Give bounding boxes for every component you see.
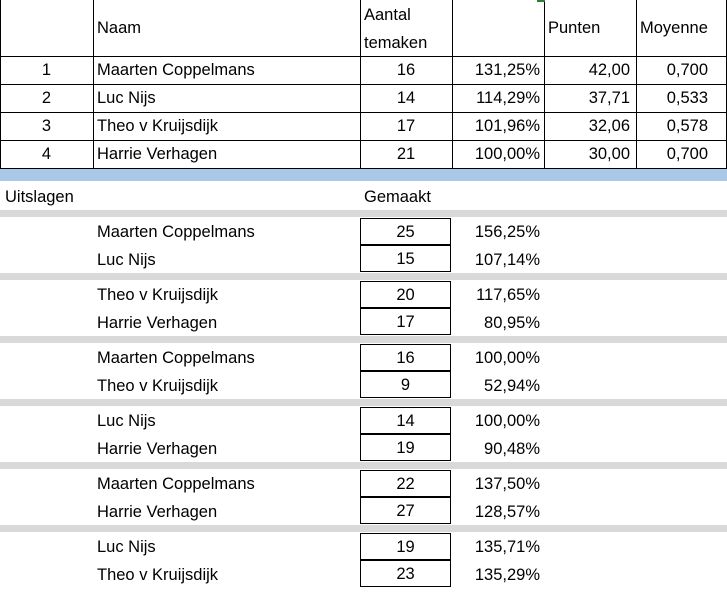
row-average: 0,700 bbox=[666, 61, 708, 79]
results-label: Uitslagen bbox=[5, 188, 74, 206]
table-border bbox=[544, 0, 545, 168]
player-name: Theo v Kruijsdijk bbox=[97, 286, 219, 304]
player-name: Harrie Verhagen bbox=[97, 314, 218, 332]
made-value: 20 bbox=[360, 281, 451, 308]
player-name: Harrie Verhagen bbox=[97, 503, 218, 521]
player-name: Luc Nijs bbox=[97, 251, 156, 269]
table-border bbox=[0, 0, 1, 168]
row-todo: 17 bbox=[396, 117, 416, 135]
row-rank: 3 bbox=[41, 117, 52, 135]
player-name: Theo v Kruijsdijk bbox=[97, 566, 219, 584]
player-pct: 107,14% bbox=[474, 251, 540, 269]
made-value: 14 bbox=[360, 407, 451, 434]
table-border bbox=[360, 0, 361, 168]
table-border bbox=[0, 112, 727, 113]
row-average: 0,700 bbox=[666, 145, 708, 163]
made-value: 17 bbox=[360, 308, 451, 335]
match-band bbox=[0, 399, 727, 406]
player-pct: 137,50% bbox=[474, 475, 540, 493]
table-border bbox=[0, 56, 727, 57]
player-pct: 135,29% bbox=[474, 566, 540, 584]
row-name: Luc Nijs bbox=[97, 89, 156, 107]
row-rank: 4 bbox=[41, 145, 52, 163]
cell-indicator bbox=[537, 0, 545, 2]
player-pct: 52,94% bbox=[484, 377, 540, 395]
made-value: 15 bbox=[360, 245, 451, 272]
player-pct: 156,25% bbox=[474, 223, 540, 241]
row-name: Maarten Coppelmans bbox=[97, 61, 255, 79]
match-band bbox=[0, 525, 727, 532]
row-points: 32,06 bbox=[588, 117, 630, 135]
row-points: 30,00 bbox=[588, 145, 630, 163]
made-header: Gemaakt bbox=[364, 188, 431, 206]
row-points: 42,00 bbox=[588, 61, 630, 79]
table-border bbox=[636, 0, 637, 168]
made-value: 19 bbox=[360, 533, 451, 560]
row-points: 37,71 bbox=[588, 89, 630, 107]
row-pct: 100,00% bbox=[474, 145, 540, 163]
player-pct: 80,95% bbox=[484, 314, 540, 332]
player-pct: 135,71% bbox=[474, 538, 540, 556]
row-average: 0,578 bbox=[666, 117, 708, 135]
made-value: 9 bbox=[360, 371, 451, 398]
row-rank: 2 bbox=[41, 89, 52, 107]
row-todo: 14 bbox=[396, 89, 416, 107]
table-border bbox=[93, 0, 94, 168]
player-pct: 90,48% bbox=[484, 440, 540, 458]
header-name: Naam bbox=[97, 19, 142, 37]
row-todo: 16 bbox=[396, 61, 416, 79]
player-pct: 117,65% bbox=[476, 286, 540, 304]
player-name: Maarten Coppelmans bbox=[97, 223, 255, 241]
table-border bbox=[0, 84, 727, 85]
made-value: 19 bbox=[360, 434, 451, 461]
match-band bbox=[0, 462, 727, 469]
separator-band bbox=[0, 169, 727, 181]
made-value: 25 bbox=[360, 218, 451, 245]
player-name: Theo v Kruijsdijk bbox=[97, 377, 219, 395]
table-border bbox=[452, 0, 453, 168]
header-todo-line1: Aantal bbox=[364, 6, 411, 24]
made-value: 16 bbox=[360, 344, 451, 371]
row-average: 0,533 bbox=[666, 89, 708, 107]
row-pct: 101,96% bbox=[474, 117, 540, 135]
header-points: Punten bbox=[548, 19, 601, 37]
row-pct: 131,25% bbox=[474, 61, 540, 79]
header-todo-line2: temaken bbox=[364, 34, 428, 52]
match-band bbox=[0, 210, 727, 217]
row-pct: 114,29% bbox=[476, 89, 540, 107]
match-band bbox=[0, 273, 727, 280]
row-rank: 1 bbox=[41, 61, 52, 79]
match-band bbox=[0, 336, 727, 343]
made-value: 27 bbox=[360, 497, 451, 524]
made-value: 23 bbox=[360, 560, 451, 587]
row-todo: 21 bbox=[396, 145, 416, 163]
row-name: Theo v Kruijsdijk bbox=[97, 117, 219, 135]
player-name: Harrie Verhagen bbox=[97, 440, 218, 458]
made-value: 22 bbox=[360, 470, 451, 497]
player-name: Maarten Coppelmans bbox=[97, 475, 255, 493]
header-average: Moyenne bbox=[640, 19, 708, 37]
player-name: Luc Nijs bbox=[97, 538, 156, 556]
player-pct: 128,57% bbox=[474, 503, 540, 521]
player-pct: 100,00% bbox=[474, 349, 540, 367]
player-name: Maarten Coppelmans bbox=[97, 349, 255, 367]
table-border bbox=[0, 140, 727, 141]
player-name: Luc Nijs bbox=[97, 412, 156, 430]
row-name: Harrie Verhagen bbox=[97, 145, 218, 163]
player-pct: 100,00% bbox=[474, 412, 540, 430]
